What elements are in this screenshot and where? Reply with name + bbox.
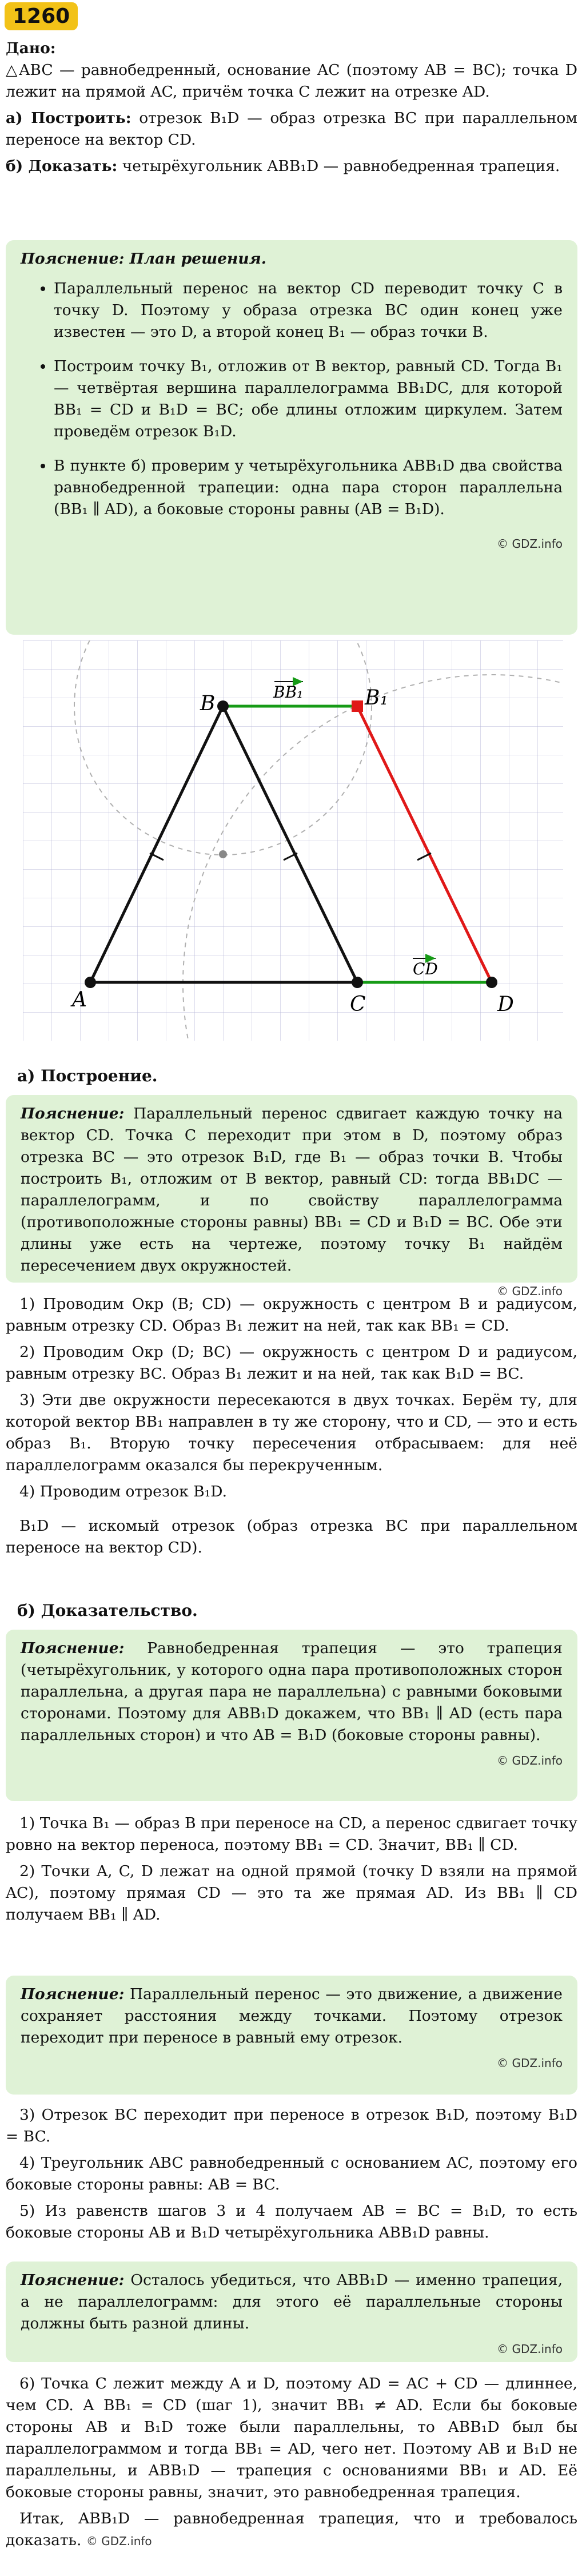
- label-b1: B₁: [365, 686, 388, 710]
- proof-note-3-text: Осталось убедиться, что ABB₁D — именно трапеция, а не параллелограмм: для этого её параллельные стороны должны быть разной длины.: [21, 2271, 563, 2332]
- construction-steps: [6, 1293, 577, 1563]
- proof-final-text: Итак, ABB₁D — равнобедренная трапеция, что и требовалось доказать.: [6, 2510, 577, 2549]
- plan-credit: © GDZ.info: [497, 537, 563, 551]
- construction-conclusion: B₁D — искомый отрезок (образ отрезка BC при параллельном переносе на вектор CD).: [6, 1517, 577, 1556]
- construction-note-text: Параллельный перенос сдвигает каждую точку на вектор CD. Точка C переходит при этом в D, поэтому образ отрезка BC — это отрезок B₁D, где B₁ — образ точки B. Чтобы построить B₁, отложим от B вектор, равный CD: тогда BB₁DC — параллелограмм, и по свойству параллелограмма (противоположные стороны равны) BB₁ = CD и B₁D = BC. Обе эти длины уже есть на чертеже, поэтому точку B₁ найдём пересечением двух окружностей.: [21, 1105, 563, 1275]
- midpoint-dot: [219, 850, 227, 858]
- construction-note-head: Пояснение:: [21, 1105, 125, 1122]
- label-c: C: [350, 993, 366, 1016]
- label-a: A: [72, 988, 87, 1012]
- construction-figure: [23, 640, 563, 1041]
- proof-note-2-head: Пояснение:: [21, 1985, 125, 2003]
- proof-step: 4) Треугольник ABC равнобедренный с основанием AC, поэтому его боковые стороны равны: AB = BC.: [6, 2154, 577, 2193]
- construction-title: а) Построение.: [17, 1066, 158, 1085]
- given-label: Дано:: [6, 39, 56, 57]
- proof-note-1: [6, 1630, 577, 1801]
- plan-item: • В пункте б) проверим у четырёхугольника ABB₁D два свойства равнобедренной трапеции: одна пара сторон параллельна (BB₁ ∥ AD), а боковые стороны равны (AB = B₁D).: [54, 455, 563, 520]
- problem-number-badge: 1260: [5, 2, 78, 30]
- proof-step: 2) Точки A, C, D лежат на одной прямой (точку D взяли на прямой AC), поэтому прямая CD — это та же прямая AD. Из BB₁ ∥ CD получаем BB₁ ∥ AD.: [6, 1862, 577, 1924]
- plan-item: • Параллельный перенос на вектор CD переводит точку C в точку D. Поэтому у образа отрезка BC один конец уже известен — это D, а второй конец B₁ — образ точки B.: [54, 278, 563, 343]
- proof-note-1-head: Пояснение:: [21, 1639, 125, 1657]
- construction-step: 4) Проводим отрезок B₁D.: [19, 1483, 228, 1500]
- proof-step: 5) Из равенств шагов 3 и 4 получаем AB = BC = B₁D, то есть боковые стороны AB и B₁D четырёхугольника ABB₁D равны.: [6, 2202, 577, 2241]
- point-a: [85, 977, 96, 988]
- proof-note-1-text: Равнобедренная трапеция — это трапеция (четырёхугольник, у которого одна пара противоположных сторон параллельна, а другая пара не параллельна) с равными боковыми сторонами. Поэтому для ABB₁D докажем, что BB₁ ∥ AD (есть пара параллельных сторон) и что AB = B₁D (боковые стороны равны).: [21, 1639, 563, 1744]
- construction-step: 1) Проводим Окр (B; CD) — окружность с центром B и радиусом, равным отрезку CD. Образ B₁ лежит на ней, так как BB₁ = CD.: [6, 1295, 577, 1335]
- point-b: [217, 700, 229, 712]
- proof-steps-2: [6, 2104, 577, 2248]
- construction-step: 2) Проводим Окр (D; BC) — окружность с центром D и радиусом, равным отрезку BC. Образ B₁ лежит и на ней, так как B₁D = BC.: [6, 1343, 577, 1383]
- proof-note-1-credit: © GDZ.info: [497, 1754, 563, 1767]
- task-b-text: четырёхугольник ABB₁D — равнобедренная трапеция.: [122, 157, 560, 175]
- label-d: D: [497, 993, 514, 1016]
- label-b: B: [200, 692, 216, 715]
- plan-note: [6, 240, 577, 635]
- proof-note-3-credit: © GDZ.info: [497, 2342, 563, 2356]
- proof-step: 1) Точка B₁ — образ B при переносе на CD, а перенос сдвигает точку ровно на вектор переноса, поэтому BB₁ = CD. Значит, BB₁ ∥ CD.: [6, 1814, 577, 1854]
- task-b-label: б) Доказать:: [6, 157, 118, 175]
- point-c: [352, 977, 363, 988]
- label-vector-bb1: BB₁: [273, 683, 304, 702]
- task-a-label: а) Построить:: [6, 109, 131, 127]
- proof-note-2-credit: © GDZ.info: [497, 2056, 563, 2070]
- proof-note-3-head: Пояснение:: [21, 2271, 125, 2289]
- proof-step: 6) Точка C лежит между A и D, поэтому AD = AC + CD — длиннее, чем CD. А BB₁ = CD (шаг 1), значит BB₁ ≠ AD. Если бы боковые стороны AB и B₁D тоже были параллельны, то ABB₁D был бы параллелограммом и тогда BB₁ = AD, чего нет. Поэтому AB и B₁D не параллельны, и ABB₁D — трапеция с основаниями BB₁ и AD. Её боковые стороны равны, значит, это равнобедренная трапеция.: [6, 2375, 577, 2501]
- task-a-text: отрезок B₁D — образ отрезка BC при параллельном переносе на вектор CD.: [6, 109, 577, 149]
- given-block: [6, 38, 577, 182]
- given-text: △ABC — равнобедренный, основание AC (поэтому AB = BC); точка D лежит на прямой AC, причём точка C лежит на отрезке AD.: [6, 61, 577, 101]
- proof-note-3: [6, 2262, 577, 2362]
- proof-note-2-text: Параллельный перенос — это движение, а движение сохраняет расстояния между точками. Поэтому отрезок переходит при переносе в равный ему отрезок.: [21, 1985, 563, 2047]
- construction-note-credit: © GDZ.info: [497, 1284, 563, 1298]
- proof-note-2: [6, 1976, 577, 2095]
- proof-steps-3: [6, 2373, 577, 2557]
- construction-note: [6, 1095, 577, 1298]
- proof-final: [6, 2508, 577, 2552]
- proof-title: б) Доказательство.: [17, 1601, 198, 1620]
- plan-list: [21, 278, 563, 520]
- point-d: [486, 977, 497, 988]
- plan-head: Пояснение: План решения.: [21, 250, 266, 268]
- proof-step: 3) Отрезок BC переходит при переносе в отрезок B₁D, поэтому B₁D = BC.: [6, 2106, 577, 2145]
- proof-final-credit: © GDZ.info: [86, 2534, 152, 2548]
- plan-item: • Построим точку B₁, отложив от B вектор, равный CD. Тогда B₁ — четвёртая вершина параллелограмма BB₁DC, для которой BB₁ = CD и B₁D = BC; обе длины отложим циркулем. Затем проведём отрезок B₁D.: [54, 356, 563, 443]
- point-b1: [352, 700, 363, 712]
- construction-step: 3) Эти две окружности пересекаются в двух точках. Берём ту, для которой вектор BB₁ направлен в ту же сторону, что и CD, — это и есть образ B₁. Вторую точку пересечения отбрасываем: для неё параллелограмм оказался бы перекрученным.: [6, 1391, 577, 1474]
- label-vector-cd: CD: [413, 959, 438, 978]
- proof-steps-1: [6, 1813, 577, 1930]
